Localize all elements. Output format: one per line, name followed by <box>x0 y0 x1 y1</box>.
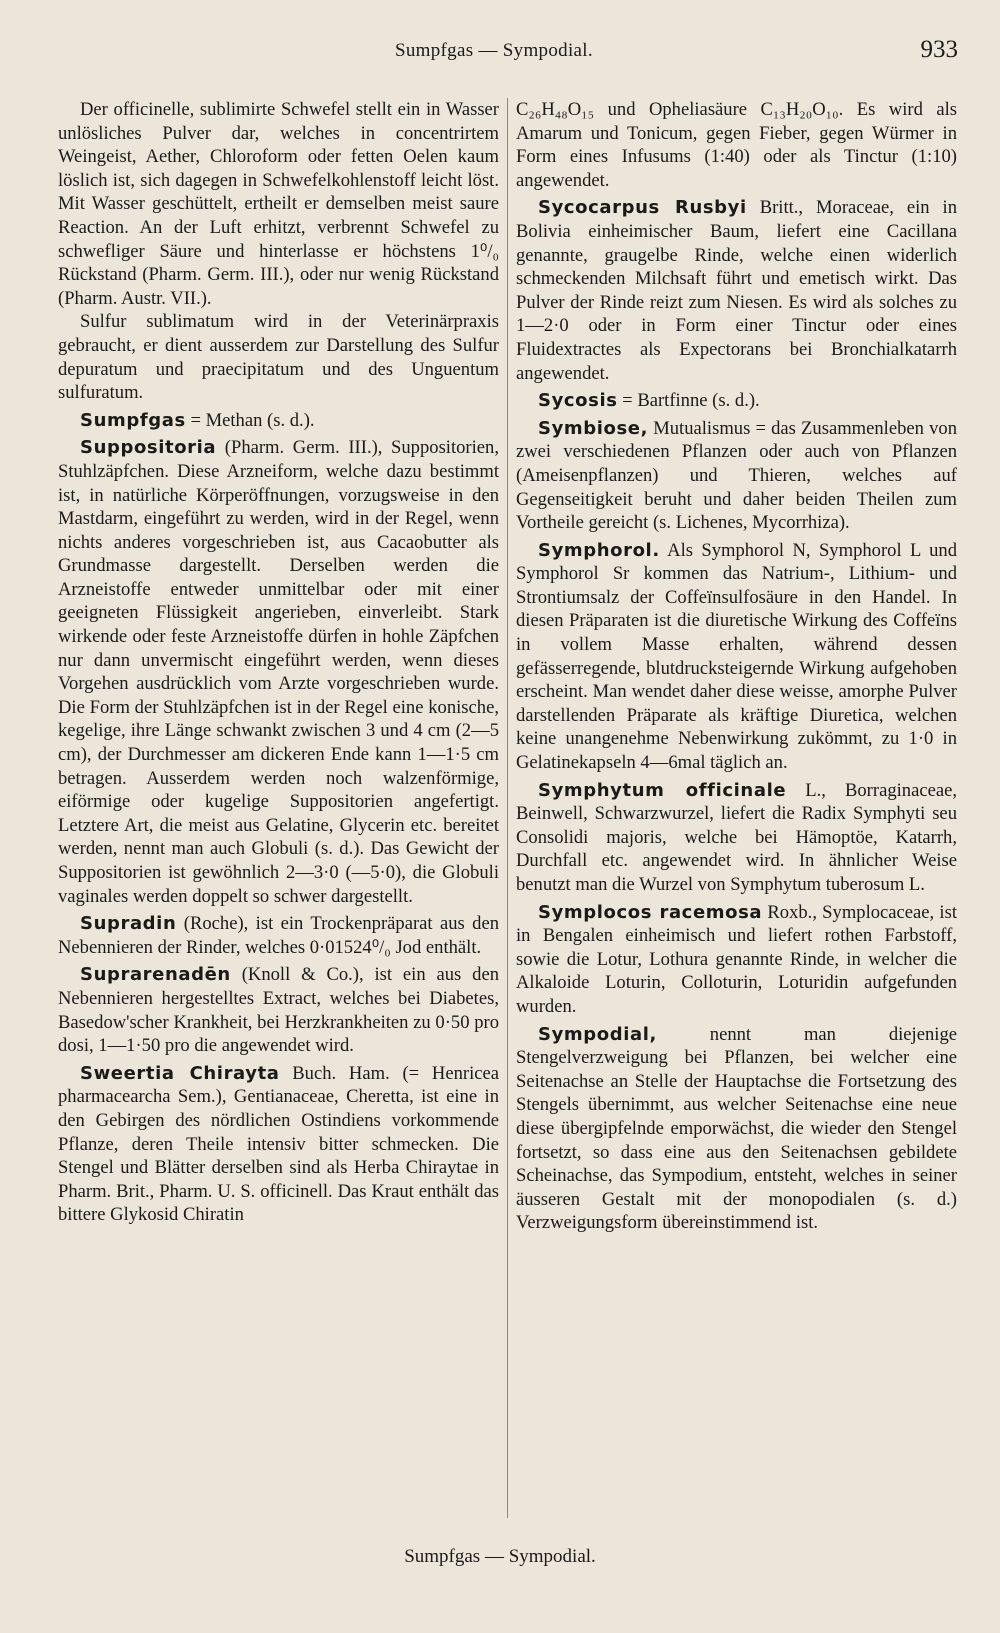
entry-text: Als Symphorol N, Symphorol L und Symphorol Sr kommen das Natrium-, Lithium- und Strontiumsalz der Coffeïnsulfosäure in den Handel. In diesen Präparaten ist die diuretische Wirkung des Coffeïns in vollem Masse erhalten, während dessen gefässerregende, blutdrucksteigernde Wirkung aufgehoben erscheint. Man wendet daher diese weisse, amorphe Pulver darstellenden Präparate als kräftige Diuretica, welchen keine unangenehme Nebenwirkung zukömmt, zu 1·0 in Gelatinekapseln 4—6mal täglich an. <box>516 539 957 774</box>
entry-symbiose <box>516 417 957 535</box>
entry-suprarenaden <box>58 963 499 1057</box>
entry-text: = Bartfinne (s. d.). <box>617 390 760 412</box>
entry-symplocos <box>516 901 957 1019</box>
headword: Sycocarpus Rusbyi <box>538 197 747 219</box>
headword: Sumpfgas <box>80 409 186 431</box>
entry-text: Britt., Moraceae, ein in Bolivia einheimischer Baum, liefert eine Cacillana genannte, graugelbe Rinde, welche einen widerlich schmeckenden Milchsaft führt und emetisch wirkt. Das Pulver der Rinde reizt zum Niesen. Es wird als solches zu 1—2·0 oder in Form einer Tinctur oder eines Fluidextractes als Expectorans bei Bronchialkatarrh angewendet. <box>516 197 957 384</box>
entry-symphorol <box>516 539 957 775</box>
sweertia-continuation: C₂₆H₄₈O₁₅ und Opheliasäure C₁₃H₂₀O₁₀. Es wird als Amarum und Tonicum, gegen Fieber, gegen Würmer in Form eines Infusums (1:40) oder als Tinctur (1:10) angewendet. <box>516 99 957 191</box>
entry-text: Buch. Ham. (= Henricea pharmacearcha Sem.), Gentianaceae, Cheretta, ist eine in den Gebirgen des nördlichen Ostindiens vorkommende Pflanze, deren Theile intensiv bitter schmecken. Die Stengel und Blätter derselben sind als Herba Chiraytae in Pharm. Brit., Pharm. U. S. officinell. Das Kraut enthält das bittere Glykosid Chiratin <box>58 1062 499 1226</box>
headword: Sycosis <box>538 390 618 412</box>
entry-text: Mutualismus = das Zusammenleben von zwei verschiedenen Pflanzen oder auch von Pflanzen (Ameisenpflanzen) und Thieren, welches auf Gegenseitigkeit beruht und daher beiden Theilen zum Vortheile gereicht (s. Lichenes, Mycorrhiza). <box>516 417 957 534</box>
headword: Symplocos racemosa <box>538 901 763 923</box>
entry-supradin <box>58 912 499 959</box>
headword: Suprarenadēn <box>80 964 231 986</box>
entry-sweertia <box>58 1062 499 1227</box>
entry-text: (Roche), ist ein Trockenpräparat aus den Nebennieren der Rinder, welches 0·01524⁰/₀ Jod enthält. <box>58 913 499 958</box>
entry-symphytum <box>516 779 957 897</box>
page-number: 933 <box>920 36 958 63</box>
page-header <box>0 36 1000 70</box>
headword: Symbiose, <box>538 417 649 439</box>
left-column <box>58 98 499 1227</box>
entry-sumpfgas <box>58 409 499 433</box>
entry-text: (Knoll & Co.), ist ein aus den Nebennieren hergestelltes Extract, welches bei Diabetes, Basedow'scher Krankheit, bei Herzkrankheiten zu 0·50 pro dosi, 1—1·50 pro die angewendet wird. <box>58 964 499 1057</box>
sulfur-paragraph-1: Der officinelle, sublimirte Schwefel stellt ein in Wasser unlösliches Pulver dar, welches in concentrirtem Weingeist, Aether, Chloroform oder fetten Oelen kaum löslich ist, sich dagegen in Schwefelkohlenstoff leicht löst. Mit Wasser geschüttelt, ertheilt er demselben meist saure Reaction. An der Luft erhitzt, verbrennt Schwefel zu schwefliger Säure und hinterlasse er höchstens 1⁰/₀ Rückstand (Pharm. Germ. III.), oder nur wenig Rückstand (Pharm. Austr. VII.). <box>58 99 499 309</box>
sulfur-paragraph-2: Sulfur sublimatum wird in der Veterinärpraxis gebraucht, er dient ausserdem zur Darstellung des Sulfur depuratum und praecipitatum und des Unguentum sulfuratum. <box>58 311 499 404</box>
entry-sycosis <box>516 389 957 413</box>
entry-text: = Methan (s. d.). <box>185 409 315 431</box>
page-footer <box>0 1546 1000 1568</box>
headword: Supradin <box>80 913 177 935</box>
column-divider <box>507 98 508 1518</box>
entry-text: nennt man diejenige Stengelverzweigung bei Pflanzen, bei welcher eine Seitenachse an Stelle der Hauptachse die Fortsetzung des Stengels übernimmt, aus welcher Seitenachse eine neue diese übergipfelnde emporwächst, die wieder den Stengel fortsetzt, so dass eine aus den Seitenachsen gebildete Scheinachse, das Sympodium, entsteht, welches in seiner äusseren Gestalt mit der monopodialen (s. d.) Verzweigungsform übereinstimmend ist. <box>516 1023 957 1234</box>
entry-text: (Pharm. Germ. III.), Suppositorien, Stuhlzäpfchen. Diese Arzneiform, welche dazu bestimmt ist, in natürliche Körperöffnungen, vorzugsweise in den Mastdarm, eingeführt zu werden, wird in der Regel, wenn nichts anderes vorgeschrieben ist, aus Cacaobutter als Grundmasse dargestellt. Derselben werden die Arzneistoffe entweder unmittelbar oder mit einer geeigneten Flüssigkeit angerieben, einverleibt. Stark wirkende oder feste Arzneistoffe dürfen in hohle Zäpfchen nur dann unvermischt eingeführt werden, wenn dieses Vorgehen ausdrücklich vom Arzte vorgeschrieben wurde. Die Form der Stuhlzäpfchen ist in der Regel eine konische, kegelige, ihre Länge schwankt zwischen 3 und 4 cm (2—5 cm), der Durchmesser am dickeren Ende kann 1—1·5 cm betragen. Ausserdem werden noch walzenförmige, eiförmige oder kugelige Suppositorien angefertigt. Letztere Art, die meist aus Gelatine, Glycerin etc. bereitet werden, nennt man auch Globuli (s. d.). Das Gewicht der Suppositorien ist gewöhnlich 2—3·0 (—5·0), die Globuli vaginales werden doppelt so schwer dargestellt. <box>58 437 499 907</box>
headword: Sympodial, <box>538 1023 657 1045</box>
entry-suppositoria <box>58 436 499 908</box>
headword: Suppositoria <box>80 437 217 459</box>
entry-text: Roxb., Symplocaceae, ist in Bengalen einheimisch und liefert rothen Farbstoff, sowie die Lotur, Lothura genannte Rinde, in welcher die Alkaloide Loturin, Colloturin, Loturidin aufgefunden wurden. <box>516 901 957 1017</box>
headword: Symphorol. <box>538 539 660 561</box>
headword: Sweertia Chirayta <box>80 1062 280 1084</box>
entry-sycocarpus <box>516 196 957 385</box>
entry-text: L., Borraginaceae, Beinwell, Schwarzwurzel, liefert die Radix Symphyti seu Consolidi majoris, welche bei Hämoptöe, Katarrh, Durchfall etc. angewendet wird. In ähnlicher Weise benutzt man die Wurzel von Symphytum tuberosum L. <box>516 779 957 895</box>
headword: Symphytum officinale <box>538 779 787 801</box>
entry-sympodial <box>516 1023 957 1235</box>
footer-running-title: Sumpfgas — Sympodial. <box>404 1546 596 1567</box>
right-column <box>516 98 957 1235</box>
running-title: Sumpfgas — Sympodial. <box>395 40 593 61</box>
